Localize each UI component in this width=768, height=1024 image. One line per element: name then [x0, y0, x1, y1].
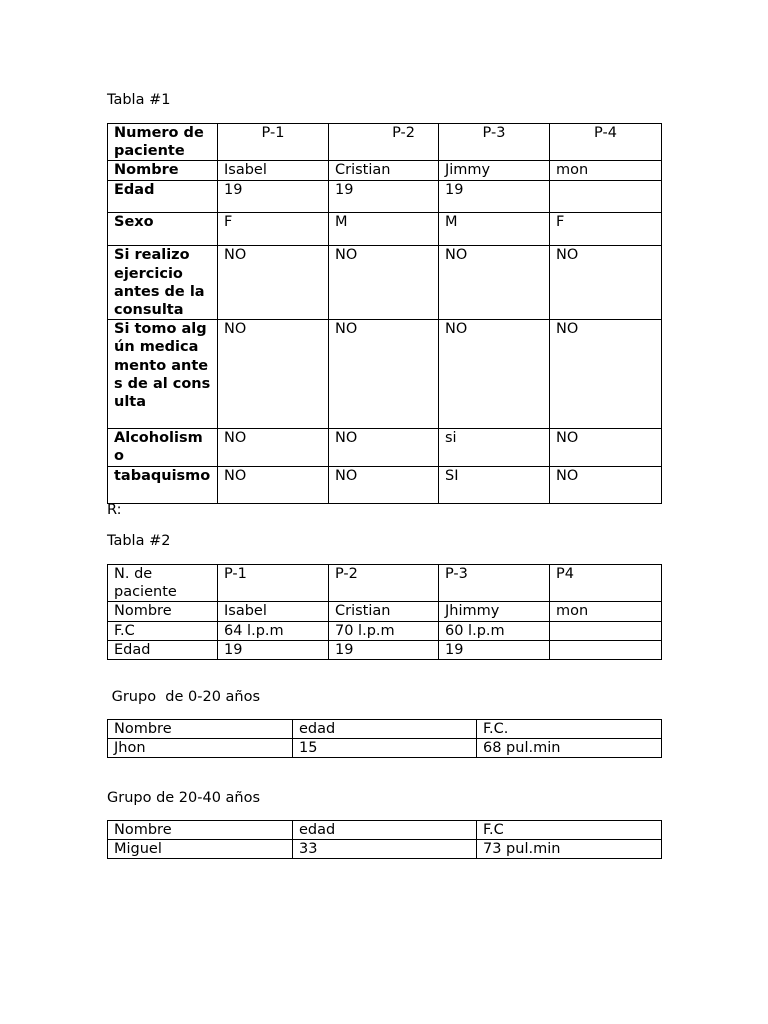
grupo1-caption: Grupo de 0-20 años — [107, 689, 261, 705]
table-row — [108, 429, 662, 466]
table-cell: 70 l.p.m — [329, 621, 439, 640]
table-cell — [550, 621, 662, 640]
table-row — [108, 821, 662, 840]
table-cell: mon — [550, 161, 662, 181]
table-cell: Edad — [108, 181, 218, 213]
table-cell: P-4 — [550, 124, 662, 161]
table-cell: P-1 — [218, 124, 329, 161]
table-cell: F.C — [477, 821, 662, 840]
table-cell: Si tomo algún medicamento antes de al consulta — [108, 320, 218, 429]
table-cell: F.C — [108, 621, 218, 640]
tabla1-caption: Tabla #1 — [107, 92, 171, 108]
table-cell: NO — [218, 246, 329, 320]
table-cell: NO — [550, 320, 662, 429]
table-cell: 19 — [218, 181, 329, 213]
table-cell: Sexo — [108, 213, 218, 246]
grupo2-caption: Grupo de 20-40 años — [107, 790, 261, 806]
table-cell: P-3 — [439, 124, 550, 161]
table-cell: Jhimmy — [439, 602, 550, 621]
table-cell: 68 pul.min — [477, 739, 662, 758]
table-cell: 60 l.p.m — [439, 621, 550, 640]
table-cell: Nombre — [108, 602, 218, 621]
table-cell: 19 — [218, 640, 329, 659]
table-cell: 19 — [439, 181, 550, 213]
table-row — [108, 621, 662, 640]
table-row — [108, 602, 662, 621]
table-cell: NO — [329, 429, 439, 466]
tabla1 — [107, 123, 662, 504]
table-cell: NO — [439, 246, 550, 320]
table-row — [108, 161, 662, 181]
grupo2-table — [107, 820, 662, 859]
table-row — [108, 246, 662, 320]
table-row — [108, 320, 662, 429]
table-cell: P4 — [550, 565, 662, 602]
table-cell: NO — [550, 466, 662, 503]
table-cell: NO — [439, 320, 550, 429]
table-cell: Cristian — [329, 161, 439, 181]
table-cell: F.C. — [477, 720, 662, 739]
grupo1-table — [107, 719, 662, 758]
table-row — [108, 840, 662, 859]
table-cell: Jhon — [108, 739, 293, 758]
table-cell: F — [218, 213, 329, 246]
table-cell: NO — [218, 320, 329, 429]
table-cell: P-2 — [329, 565, 439, 602]
table-row — [108, 640, 662, 659]
table-cell: NO — [218, 466, 329, 503]
table-cell: tabaquismo — [108, 466, 218, 503]
table-cell: Numero de paciente — [108, 124, 218, 161]
table-cell: edad — [293, 720, 477, 739]
table-cell: P-3 — [439, 565, 550, 602]
table-cell: Isabel — [218, 602, 329, 621]
table-cell: Jimmy — [439, 161, 550, 181]
table-cell: Isabel — [218, 161, 329, 181]
table-cell: edad — [293, 821, 477, 840]
table-cell: 73 pul.min — [477, 840, 662, 859]
table-row — [108, 565, 662, 602]
table-cell: Nombre — [108, 821, 293, 840]
table-cell: 19 — [329, 640, 439, 659]
table-cell: 33 — [293, 840, 477, 859]
table-row — [108, 181, 662, 213]
table-cell: NO — [329, 320, 439, 429]
table-cell: M — [439, 213, 550, 246]
table-cell: NO — [329, 466, 439, 503]
table-cell: Nombre — [108, 161, 218, 181]
table-cell — [550, 181, 662, 213]
table-cell: P-1 — [218, 565, 329, 602]
table-row — [108, 213, 662, 246]
table-cell: F — [550, 213, 662, 246]
table-cell — [550, 640, 662, 659]
table-cell: NO — [550, 246, 662, 320]
tabla1-note: R: — [107, 502, 122, 518]
table-cell: 19 — [439, 640, 550, 659]
table-cell: Alcoholismo — [108, 429, 218, 466]
table-cell: si — [439, 429, 550, 466]
table-cell: SI — [439, 466, 550, 503]
table-row — [108, 739, 662, 758]
table-cell: 19 — [329, 181, 439, 213]
table-cell: Miguel — [108, 840, 293, 859]
table-row — [108, 466, 662, 503]
tabla2 — [107, 564, 662, 660]
table-cell: 64 l.p.m — [218, 621, 329, 640]
table-cell: NO — [218, 429, 329, 466]
tabla2-caption: Tabla #2 — [107, 533, 171, 549]
table-cell: Nombre — [108, 720, 293, 739]
table-cell: 15 — [293, 739, 477, 758]
table-cell: P-2 — [329, 124, 439, 161]
table-cell: Si realizo ejercicio antes de la consulta — [108, 246, 218, 320]
table-cell: Cristian — [329, 602, 439, 621]
table-cell: mon — [550, 602, 662, 621]
table-row — [108, 124, 662, 161]
table-cell: M — [329, 213, 439, 246]
table-row — [108, 720, 662, 739]
table-cell: NO — [329, 246, 439, 320]
table-cell: Edad — [108, 640, 218, 659]
table-cell: N. de paciente — [108, 565, 218, 602]
table-cell: NO — [550, 429, 662, 466]
